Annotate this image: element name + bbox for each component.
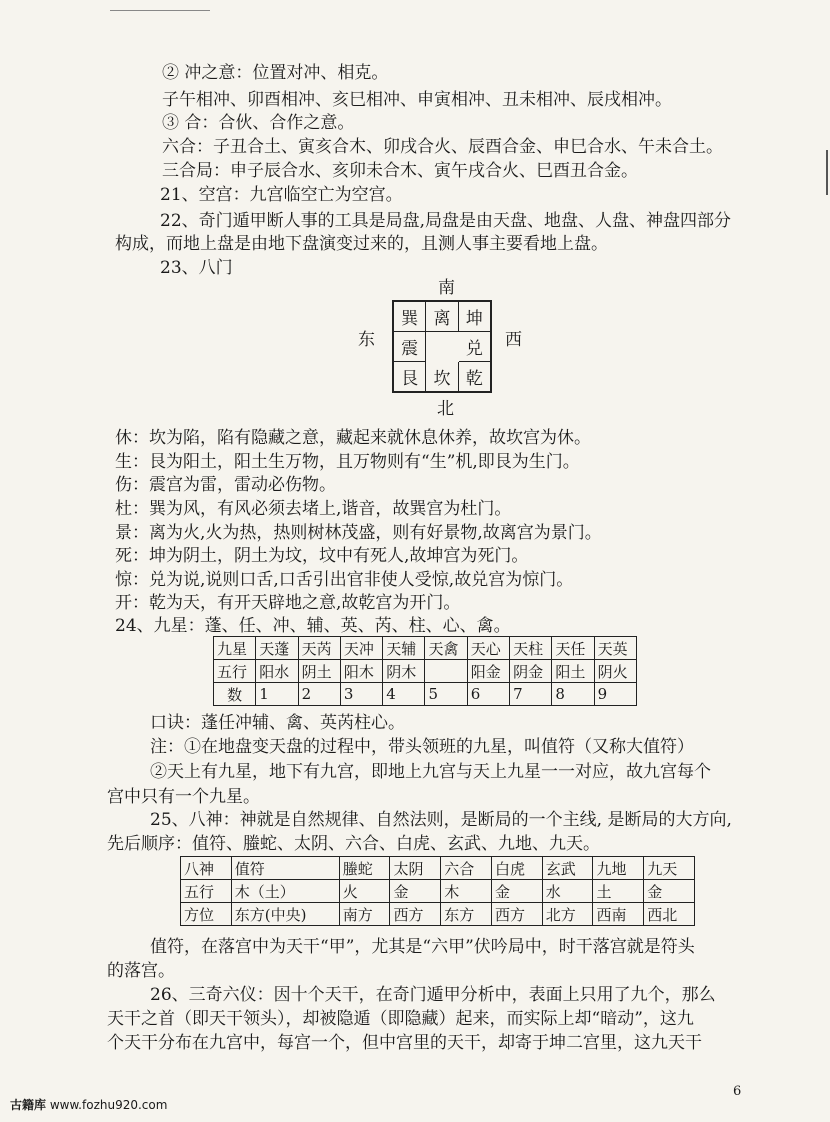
table-cell: 天禽	[425, 637, 467, 660]
table-cell: 阳土	[552, 660, 594, 683]
table-cell: 阳金	[467, 660, 509, 683]
table-cell: 数	[214, 683, 256, 706]
table-cell: 8	[552, 683, 594, 706]
gua-cell: 巽	[393, 301, 426, 332]
table-cell: 螣蛇	[339, 857, 390, 880]
table-cell: 六合	[441, 857, 492, 880]
table-cell: 7	[510, 683, 552, 706]
text-line: 25、八神：神就是自然规律、自然法则，是断局的一个主线, 是断局的大方向,	[150, 810, 732, 830]
text-line: 伤：震宫为雷，雷动必伤物。	[115, 475, 336, 495]
table-cell: 北方	[542, 903, 593, 926]
table-row	[214, 683, 637, 706]
table-cell: 阴木	[383, 660, 425, 683]
table-cell: 八神	[181, 857, 232, 880]
gua-cell: 艮	[393, 362, 426, 393]
text-line: 值符，在落宫中为天干“甲”，尤其是“六甲”伏吟局中，时干落宫就是符头	[150, 937, 695, 957]
text-line: 先后顺序：值符、螣蛇、太阴、六合、白虎、玄武、九地、九天。	[107, 834, 600, 854]
watermark-footer	[10, 1096, 167, 1113]
table-cell: 西方	[491, 903, 542, 926]
bagua-grid	[392, 300, 492, 393]
text-line: 口诀：蓬任冲辅、禽、英芮柱心。	[150, 713, 405, 733]
table-cell: 西北	[644, 903, 695, 926]
table-cell: 九天	[644, 857, 695, 880]
table-cell: 天英	[594, 637, 636, 660]
text-line: ②天上有九星，地下有九宫，即地上九宫与天上九星一一对应，故九宫每个	[150, 762, 711, 782]
table-cell: 天冲	[340, 637, 382, 660]
table-row	[181, 857, 695, 880]
gua-cell: 离	[426, 301, 458, 332]
table-cell: 木	[441, 880, 492, 903]
table-cell: 东方(中央)	[231, 903, 339, 926]
table-cell: 西南	[593, 903, 644, 926]
site-name: 古籍库	[10, 1098, 47, 1112]
table-row	[214, 637, 637, 660]
table-cell: 五行	[214, 660, 256, 683]
text-line: 构成，而地上盘是由地下盘演变过来的，且测人事主要看地上盘。	[115, 234, 608, 254]
table-cell: 5	[425, 683, 467, 706]
table-cell: 阴土	[298, 660, 340, 683]
gua-cell: 乾	[458, 362, 491, 393]
text-line: 三合局：申子辰合水、亥卯未合木、寅午戌合火、巳酉丑合金。	[162, 161, 638, 181]
table-cell: 值符	[231, 857, 339, 880]
gua-center-cell	[426, 332, 458, 362]
text-line: 惊：兑为说,说则口舌,口舌引出官非使人受惊,故兑宫为惊门。	[115, 570, 574, 590]
table-row	[214, 660, 637, 683]
eight-gods-table	[180, 856, 695, 926]
text-line: 子午相冲、卯酉相冲、亥巳相冲、申寅相冲、丑未相冲、辰戌相冲。	[162, 90, 672, 110]
table-cell: 九星	[214, 637, 256, 660]
table-cell: 土	[593, 880, 644, 903]
table-cell: 天辅	[383, 637, 425, 660]
direction-west: 西	[505, 330, 522, 350]
table-cell: 金	[644, 880, 695, 903]
table-cell: 6	[467, 683, 509, 706]
text-line: 26、三奇六仪：因十个天干，在奇门遁甲分析中，表面上只用了九个，那么	[150, 985, 716, 1005]
table-cell: 2	[298, 683, 340, 706]
text-line: 21、空宫：九宫临空亡为空宫。	[160, 185, 403, 205]
table-cell	[425, 660, 467, 683]
table-cell: 金	[491, 880, 542, 903]
table-cell: 9	[594, 683, 636, 706]
table-cell: 西方	[390, 903, 441, 926]
table-cell: 水	[542, 880, 593, 903]
table-cell: 五行	[181, 880, 232, 903]
direction-south: 南	[438, 278, 455, 298]
text-line: 六合：子丑合土、寅亥合木、卯戌合火、辰酉合金、申巳合水、午未合土。	[162, 137, 723, 157]
gua-cell: 坤	[458, 301, 491, 332]
text-line: 23、八门	[160, 258, 233, 278]
page-number: 6	[733, 1084, 742, 1099]
table-cell: 天任	[552, 637, 594, 660]
table-cell: 太阴	[390, 857, 441, 880]
table-cell: 方位	[181, 903, 232, 926]
text-line: 22、奇门遁甲断人事的工具是局盘,局盘是由天盘、地盘、人盘、神盘四部分	[160, 211, 732, 231]
table-cell: 阴金	[510, 660, 552, 683]
text-line: 死：坤为阴土，阴土为坟，坟中有死人,故坤宫为死门。	[115, 546, 529, 566]
table-cell: 阳木	[340, 660, 382, 683]
table-cell: 九地	[593, 857, 644, 880]
text-line: ② 冲之意：位置对冲、相克。	[162, 63, 389, 83]
text-line: 天干之首（即天干领头），却被隐遁（即隐藏）起来，而实际上却“暗动”，这九	[107, 1009, 694, 1029]
table-cell: 东方	[441, 903, 492, 926]
text-line: 的落宫。	[107, 961, 175, 981]
table-cell: 天心	[467, 637, 509, 660]
text-line: 景：离为火,火为热，热则树林茂盛，则有好景物,故离宫为景门。	[115, 523, 602, 543]
direction-east: 东	[358, 330, 375, 350]
table-cell: 天芮	[298, 637, 340, 660]
text-line: 个天干分布在九宫中，每宫一个，但中宫里的天干，却寄于坤二宫里，这九天干	[107, 1033, 702, 1053]
text-line: 生：艮为阳土，阳土生万物，且万物则有“生”机,即艮为生门。	[115, 452, 580, 472]
table-row	[181, 880, 695, 903]
table-cell: 玄武	[542, 857, 593, 880]
table-cell: 金	[390, 880, 441, 903]
text-line: 休：坎为陷，陷有隐藏之意，藏起来就休息休养，故坎宫为休。	[115, 428, 591, 448]
gua-cell: 兑	[458, 332, 491, 362]
text-line: 注：①在地盘变天盘的过程中，带头领班的九星，叫值符（又称大值符）	[150, 737, 694, 757]
nine-stars-table	[213, 636, 637, 706]
table-cell: 南方	[339, 903, 390, 926]
text-line: ③ 合：合伙、合作之意。	[162, 113, 355, 133]
direction-north: 北	[437, 399, 454, 419]
table-cell: 1	[256, 683, 298, 706]
table-cell: 木（土）	[231, 880, 339, 903]
gua-cell: 坎	[426, 362, 458, 393]
table-cell: 阳水	[256, 660, 298, 683]
gua-cell: 震	[393, 332, 426, 362]
table-cell: 天蓬	[256, 637, 298, 660]
table-row	[181, 903, 695, 926]
text-line: 杜：巽为风，有风必须去堵上,谐音，故巽宫为杜门。	[115, 499, 512, 519]
scan-mark-line	[110, 10, 210, 11]
text-line: 宫中只有一个九星。	[107, 787, 260, 807]
table-cell: 白虎	[491, 857, 542, 880]
site-url: www.fozhu920.com	[49, 1098, 168, 1112]
table-cell: 阴火	[594, 660, 636, 683]
table-cell: 4	[383, 683, 425, 706]
table-cell: 3	[340, 683, 382, 706]
table-cell: 火	[339, 880, 390, 903]
text-line: 24、九星：蓬、任、冲、辅、英、芮、柱、心、禽。	[115, 616, 511, 636]
table-cell: 天柱	[510, 637, 552, 660]
text-line: 开：乾为天，有开天辟地之意,故乾宫为开门。	[115, 593, 461, 613]
